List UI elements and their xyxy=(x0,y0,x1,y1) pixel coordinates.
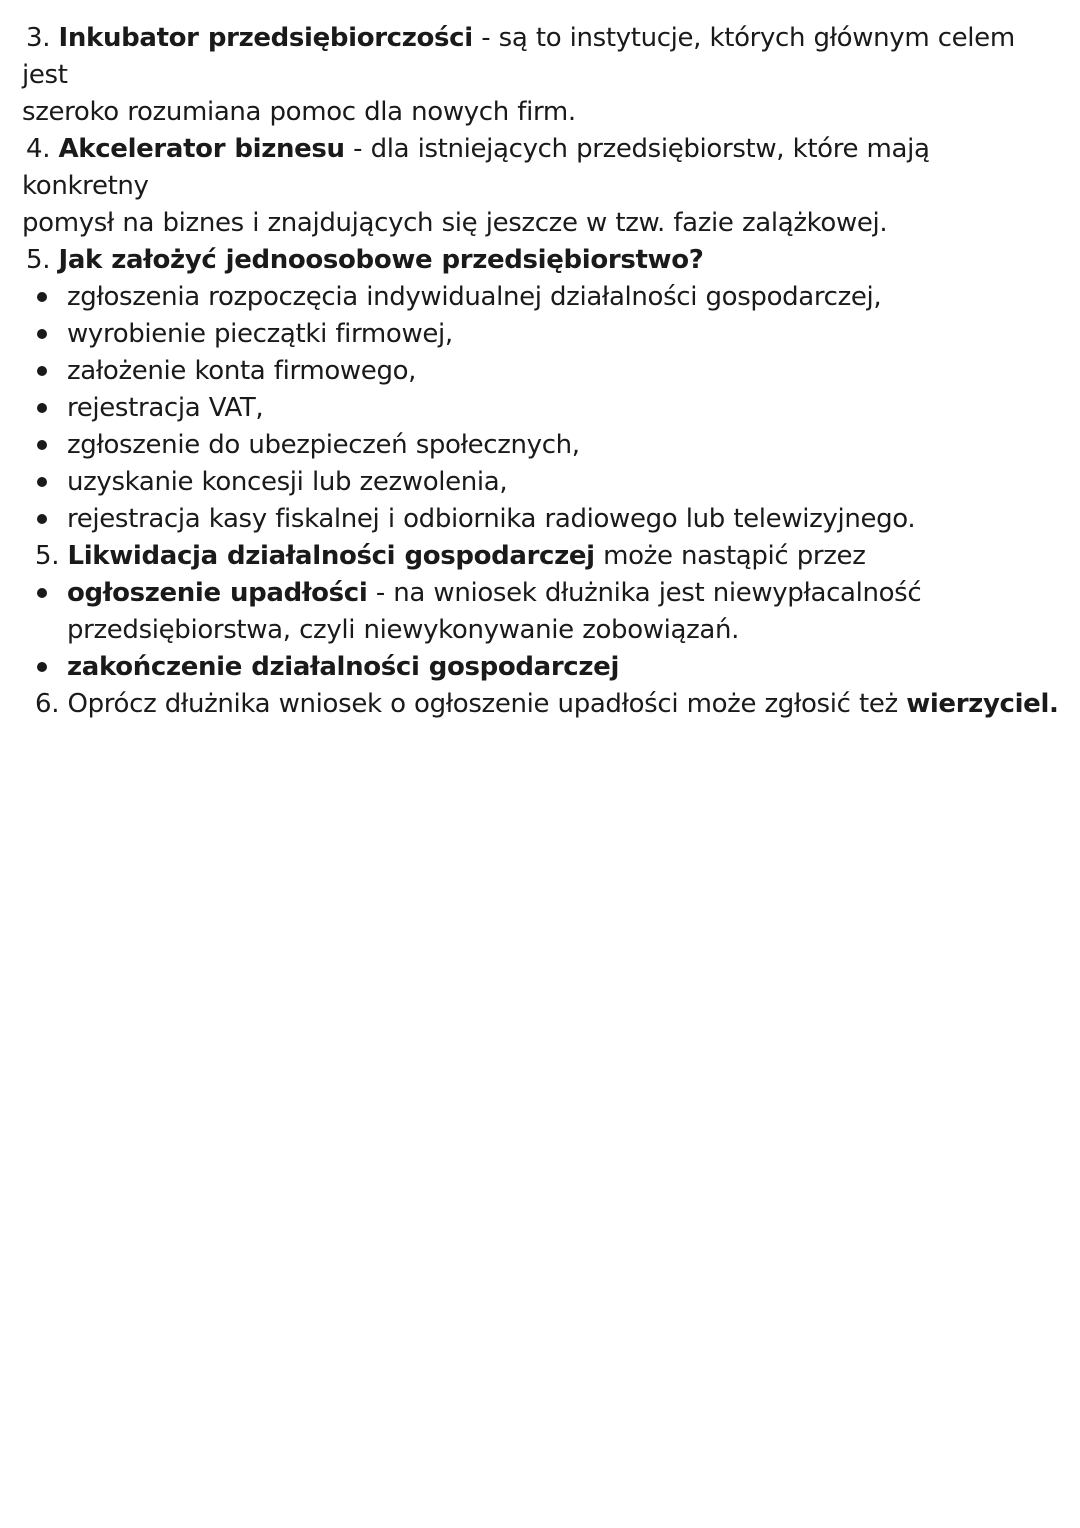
item-5-number: 5. xyxy=(26,245,51,275)
bankruptcy-definition-cont: przedsiębiorstwa, czyli niewykonywanie zobowiązań. xyxy=(67,615,740,645)
item-5-question-text: Jak założyć jednoosobowe przedsiębiorstwo? xyxy=(58,245,704,275)
item-3-definition-cont: szeroko rozumiana pomoc dla nowych firm. xyxy=(22,97,576,127)
list-item xyxy=(34,390,1062,427)
list-item-text: rejestracja kasy fiskalnej i odbiornika radiowego lub telewizyjnego. xyxy=(67,504,916,534)
list-item-text: rejestracja VAT, xyxy=(67,393,264,423)
list-item xyxy=(34,575,1062,649)
list-item xyxy=(34,649,1062,686)
item-4-definition-cont: pomysł na biznes i znajdujących się jeszcze w tzw. fazie zalążkowej. xyxy=(22,208,888,238)
list-item-text: założenie konta firmowego, xyxy=(67,356,417,386)
document-content xyxy=(22,20,1062,723)
item-5b-rest: może nastąpić przez xyxy=(594,541,866,571)
item-6-creditor xyxy=(22,686,1062,723)
termination-term: zakończenie działalności gospodarczej xyxy=(67,652,620,682)
item-5b-term: Likwidacja działalności gospodarczej xyxy=(67,541,595,571)
list-item xyxy=(34,353,1062,390)
list-item-text: zgłoszenia rozpoczęcia indywidualnej działalności gospodarczej, xyxy=(67,282,882,312)
bullet-icon xyxy=(37,514,47,524)
bullet-icon xyxy=(37,292,47,302)
bullet-icon xyxy=(37,588,47,598)
list-item xyxy=(34,279,1062,316)
bullet-icon xyxy=(37,329,47,339)
list-item-text: zgłoszenie do ubezpieczeń społecznych, xyxy=(67,430,580,460)
founding-steps-list xyxy=(22,279,1062,538)
item-3-term: Inkubator przedsiębiorczości xyxy=(58,23,473,53)
list-item xyxy=(34,464,1062,501)
item-3-definition: - są to instytucje, których głównym celem jest xyxy=(22,23,1015,90)
item-4-number: 4. xyxy=(26,134,51,164)
bullet-icon xyxy=(37,366,47,376)
item-5-liquidation xyxy=(22,538,1062,575)
bullet-icon xyxy=(37,477,47,487)
bankruptcy-definition: - na wniosek dłużnika jest niewypłacalność xyxy=(367,578,922,608)
item-5b-number: 5. xyxy=(35,541,60,571)
bullet-icon xyxy=(37,403,47,413)
bankruptcy-term: ogłoszenie upadłości xyxy=(67,578,368,608)
item-4-definition: - dla istniejących przedsiębiorstw, które mają konkretny xyxy=(22,134,930,201)
list-item xyxy=(34,316,1062,353)
liquidation-list xyxy=(22,575,1062,686)
bullet-icon xyxy=(37,662,47,672)
item-4-term: Akcelerator biznesu xyxy=(58,134,345,164)
bullet-icon xyxy=(37,440,47,450)
item-6-text: Oprócz dłużnika wniosek o ogłoszenie upadłości może zgłosić też xyxy=(59,689,907,719)
list-item xyxy=(34,501,1062,538)
list-item xyxy=(34,427,1062,464)
list-item-text: wyrobienie pieczątki firmowej, xyxy=(67,319,453,349)
item-5-question xyxy=(22,242,1062,279)
list-item-text: uzyskanie koncesji lub zezwolenia, xyxy=(67,467,508,497)
item-4-accelerator xyxy=(22,131,1062,242)
item-3-number: 3. xyxy=(26,23,51,53)
item-6-number: 6. xyxy=(35,689,60,719)
item-3-incubator xyxy=(22,20,1062,131)
item-6-term: wierzyciel. xyxy=(906,689,1059,719)
